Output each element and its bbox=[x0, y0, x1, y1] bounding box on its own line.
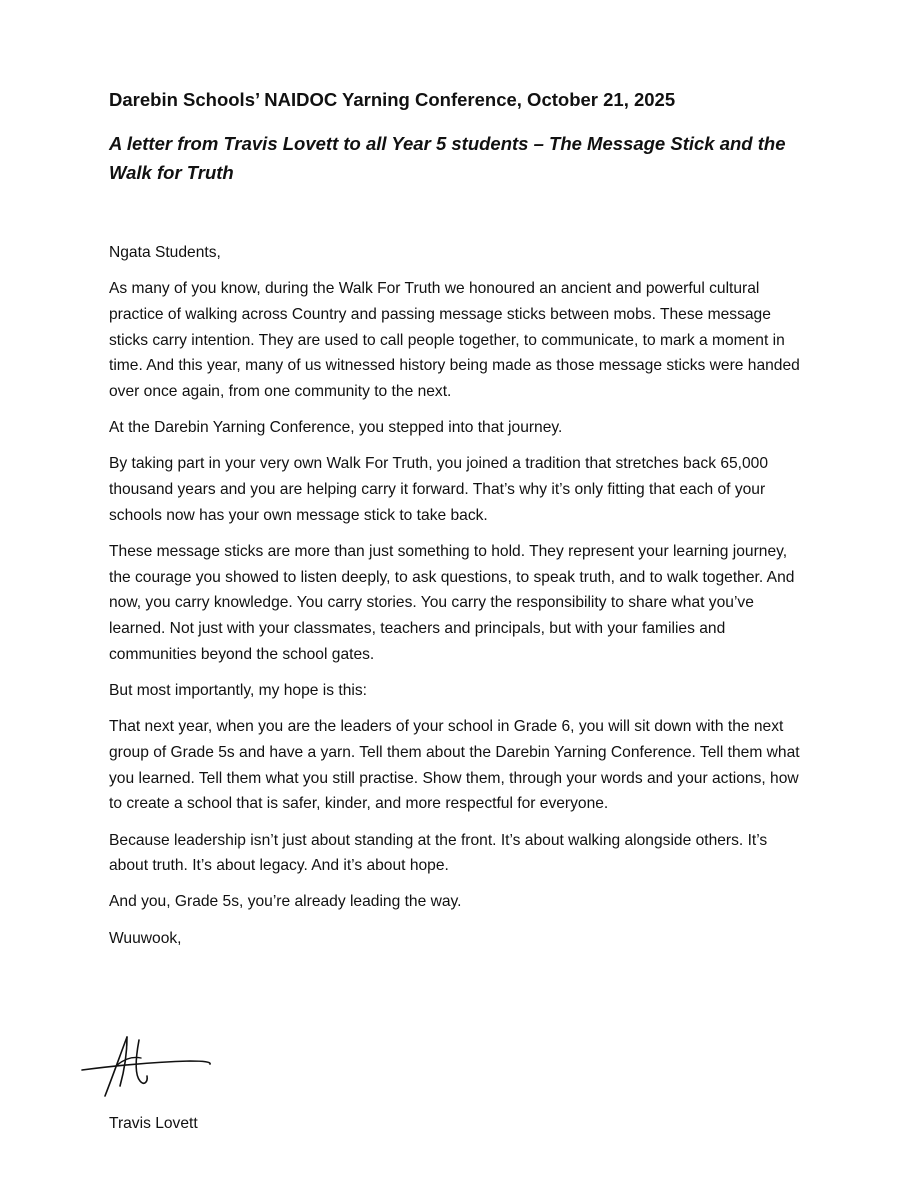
greeting: Ngata Students, bbox=[109, 244, 221, 261]
handwritten-signature bbox=[78, 1028, 218, 1100]
signer-name: Travis Lovett bbox=[109, 1115, 198, 1132]
closing: Wuuwook, bbox=[109, 929, 182, 947]
body-paragraph: But most importantly, my hope is this: bbox=[109, 682, 367, 700]
letter-body bbox=[109, 240, 808, 962]
body-paragraph: That next year, when you are the leaders of your school in Grade 6, you will sit down with the next group of Grade 5s and have a yarn. Tell them about the Darebin Yarning Conference. Tell them what you learned. Tell them what you still practise. Show them, through your words and your actions, how to create a school that is safer, kinder, and more respectful for everyone. bbox=[109, 718, 800, 813]
body-paragraph: By taking part in your very own Walk For Truth, you joined a tradition that stretches back 65,000 thousand years and you are helping carry it forward. That’s why it’s only fitting that each of your schools now has your own message stick to take back. bbox=[109, 455, 769, 524]
body-paragraph: At the Darebin Yarning Conference, you stepped into that journey. bbox=[109, 419, 563, 437]
body-paragraph: And you, Grade 5s, you’re already leading the way. bbox=[109, 893, 462, 911]
conference-heading: Darebin Schools’ NAIDOC Yarning Conference, October 21, 2025 bbox=[109, 89, 676, 110]
body-paragraph: As many of you know, during the Walk For Truth we honoured an ancient and powerful cultural practice of walking across Country and passing message sticks between mobs. These message sticks carry intention. They are used to call people together, to communicate, to mark a moment in time. And this year, many of us witnessed history being made as those message sticks were handed over once again, from one community to the next. bbox=[109, 280, 800, 401]
letter-subheading: A letter from Travis Lovett to all Year 5 students – The Message Stick and the Walk for Truth bbox=[109, 133, 786, 183]
body-paragraph: Because leadership isn’t just about standing at the front. It’s about walking alongside others. It’s about truth. It’s about legacy. And it’s about hope. bbox=[109, 831, 768, 875]
body-paragraph: These message sticks are more than just something to hold. They represent your learning journey, the courage you showed to listen deeply, to ask questions, to speak truth, and to walk together. And now, you carry knowledge. You carry stories. You carry the responsibility to share what you’ve learned. Not just with your classmates, teachers and principals, but with your families and communities beyond the school gates. bbox=[109, 543, 795, 663]
